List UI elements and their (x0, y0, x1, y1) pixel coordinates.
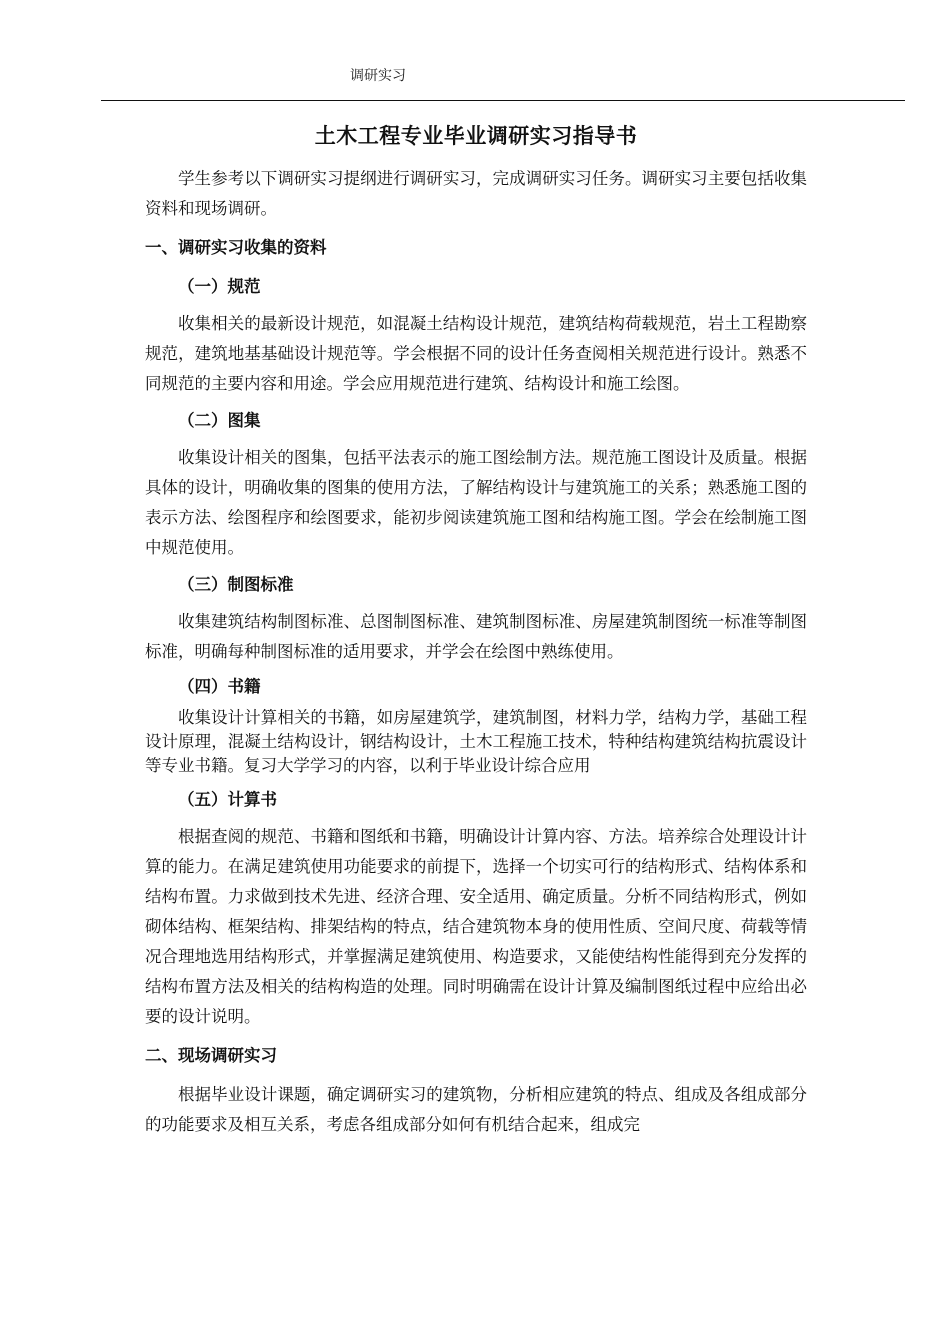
section-body-field-research: 根据毕业设计课题，确定调研实习的建筑物，分析相应建筑的特点、组成及各组成部分的功能要求及相互关系，考虑各组成部分如何有机结合起来，组成完 (145, 1085, 807, 1134)
subsection-heading-calculation-book: （五）计算书 (178, 790, 277, 809)
intro-paragraph: 学生参考以下调研实习提纲进行调研实习，完成调研实习任务。调研实习主要包括收集资料和现场调研。 (145, 169, 807, 218)
section-heading-2: 二、现场调研实习 (145, 1046, 277, 1065)
subsection-body-books: 收集设计计算相关的书籍，如房屋建筑学，建筑制图，材料力学，结构力学，基础工程设计原理，混凝土结构设计，钢结构设计，土木工程施工技术，特种结构建筑结构抗震设计等专业书籍。复习大学学习的内容，以利于毕业设计综合应用 (145, 708, 807, 775)
header-divider (101, 100, 905, 101)
document-body (145, 116, 807, 1140)
subsection-heading-drawing-standards: （三）制图标准 (178, 575, 294, 594)
section-heading-1: 一、调研实习收集的资料 (145, 238, 327, 257)
subsection-heading-specifications: （一）规范 (178, 277, 261, 296)
document-title: 土木工程专业毕业调研实习指导书 (314, 123, 638, 148)
running-header: 调研实习 (350, 68, 406, 84)
subsection-body-atlases: 收集设计相关的图集，包括平法表示的施工图绘制方法。规范施工图设计及质量。根据具体的设计，明确收集的图集的使用方法，了解结构设计与建筑施工的关系；熟悉施工图的表示方法、绘图程序和绘图要求，能初步阅读建筑施工图和结构施工图。学会在绘制施工图中规范使用。 (145, 448, 807, 557)
subsection-body-drawing-standards: 收集建筑结构制图标准、总图制图标准、建筑制图标准、房屋建筑制图统一标准等制图标准，明确每种制图标准的适用要求，并学会在绘图中熟练使用。 (145, 612, 807, 661)
subsection-body-calculation-book: 根据查阅的规范、书籍和图纸和书籍，明确设计计算内容、方法。培养综合处理设计计算的能力。在满足建筑使用功能要求的前提下，选择一个切实可行的结构形式、结构体系和结构布置。力求做到技术先进、经济合理、安全适用、确定质量。分析不同结构形式，例如砌体结构、框架结构、排架结构的特点，结合建筑物本身的使用性质、空间尺度、荷载等情况合理地选用结构形式，并掌握满足建筑使用、构造要求，又能使结构性能得到充分发挥的结构布置方法及相关的结构构造的处理。同时明确需在设计计算及编制图纸过程中应给出必要的设计说明。 (145, 827, 807, 1026)
subsection-body-specifications: 收集相关的最新设计规范，如混凝土结构设计规范，建筑结构荷载规范，岩土工程勘察规范，建筑地基基础设计规范等。学会根据不同的设计任务查阅相关规范进行设计。熟悉不同规范的主要内容和用途。学会应用规范进行建筑、结构设计和施工绘图。 (145, 314, 807, 393)
subsection-heading-books: （四）书籍 (178, 677, 261, 696)
subsection-heading-atlases: （二）图集 (178, 411, 261, 430)
